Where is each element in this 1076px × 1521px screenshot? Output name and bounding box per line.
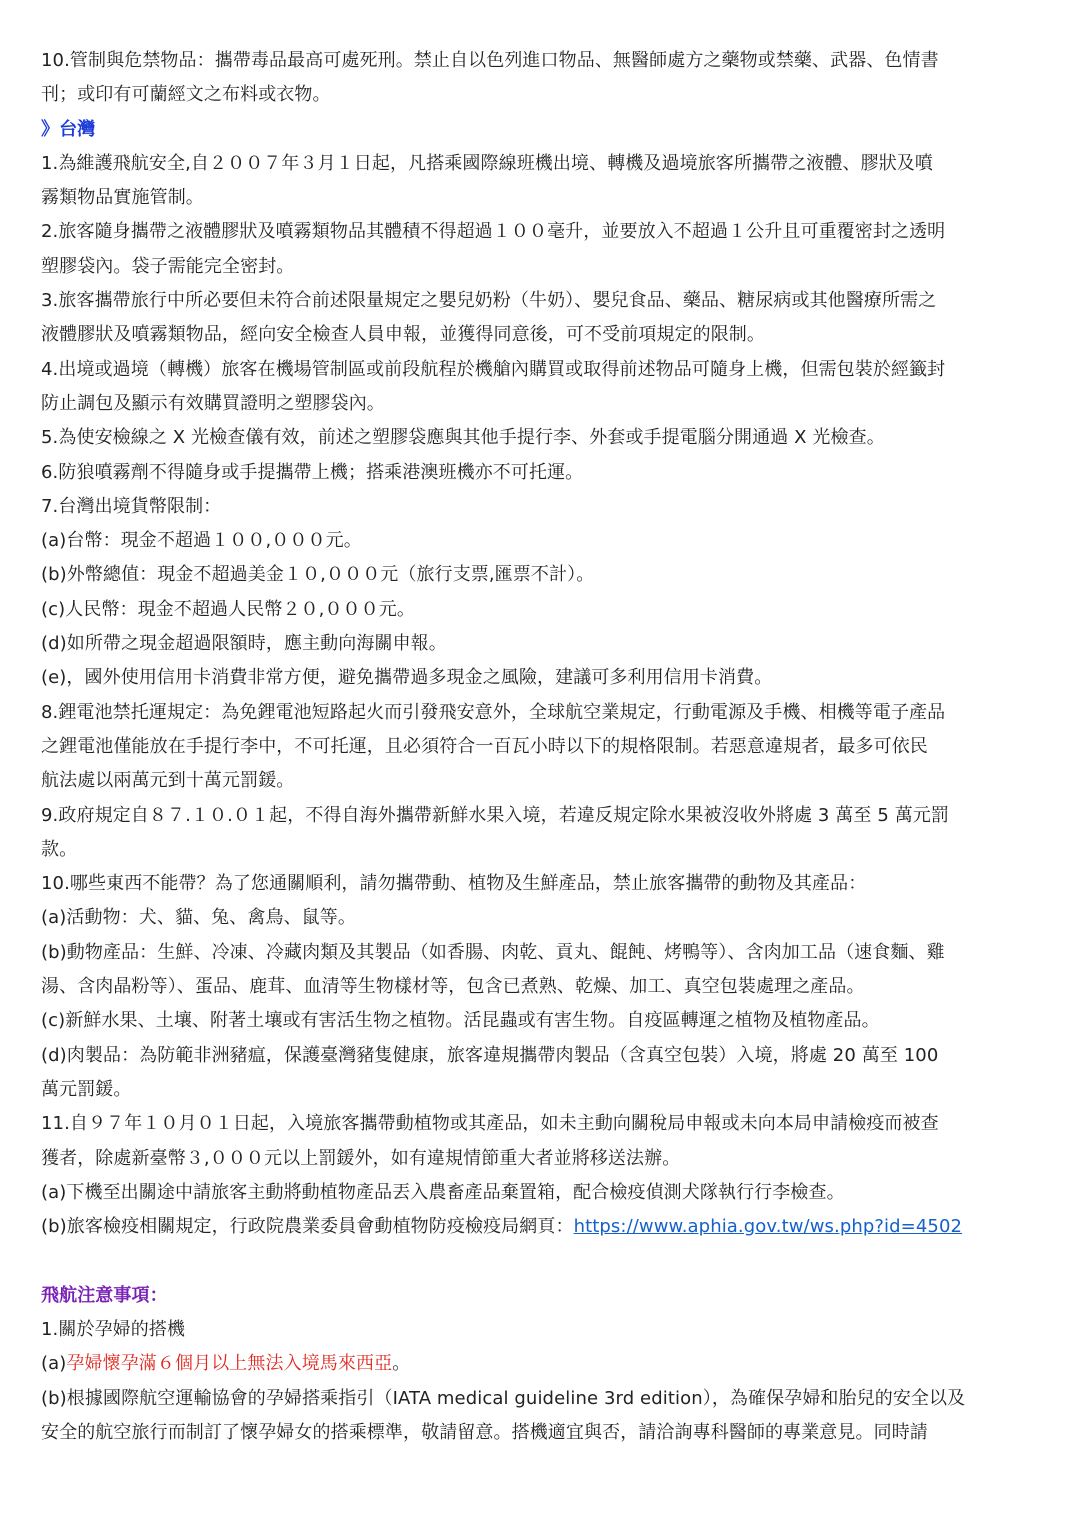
- paragraph-line: 液體膠狀及噴霧類物品，經向安全檢查人員申報，並獲得同意後，可不受前項規定的限制。: [41, 324, 765, 346]
- list-item: (b)動物產品：生鮮、冷凍、冷藏肉類及其製品（如香腸、肉乾、貢丸、餛飩、烤鴨等）、含肉加工品（速食麵、雞: [41, 941, 945, 963]
- paragraph-line: 7.台灣出境貨幣限制：: [41, 495, 222, 517]
- list-item: (d)肉製品：為防範非洲豬瘟，保護臺灣豬隻健康，旅客違規攜帶肉製品（含真空包裝）入境，將處 20 萬至 100: [41, 1044, 939, 1066]
- list-item: 萬元罰鍰。: [41, 1078, 132, 1100]
- list-item: (c)人民幣：現金不超過人民幣２０,０００元。: [41, 598, 415, 620]
- paragraph-line: 之鋰電池僅能放在手提行李中，不可托運，且必須符合一百瓦小時以下的規格限制。若惡意違規者，最多可依民: [41, 735, 928, 757]
- list-item: (c)新鮮水果、土壤、附著土壤或有害活生物之植物。活昆蟲或有害生物。自疫區轉運之植物及植物產品。: [41, 1010, 880, 1032]
- paragraph-line: 霧類物品實施管制。: [41, 187, 204, 209]
- blank-line: [41, 1244, 1036, 1278]
- list-marker: (a): [41, 1353, 67, 1375]
- list-item-with-link: [41, 1210, 1036, 1244]
- paragraph-line: 航法處以兩萬元到十萬元罰鍰。: [41, 770, 295, 792]
- list-suffix: 。: [392, 1353, 411, 1375]
- list-item: (a)台幣：現金不超過１００,０００元。: [41, 530, 362, 552]
- list-item: (a)活動物：犬、貓、兔、禽鳥、鼠等。: [41, 907, 356, 929]
- paragraph-line: 4.出境或過境（轉機）旅客在機場管制區或前段航程於機艙內購買或取得前述物品可隨身上機，但需包裝於經籤封: [41, 358, 946, 380]
- paragraph-line: 刊；或印有可蘭經文之布料或衣物。: [41, 84, 331, 106]
- link-prefix-text: (b)旅客檢疫相關規定，行政院農業委員會動植物防疫檢疫局網頁：: [41, 1216, 574, 1238]
- paragraph-line: 8.鋰電池禁托運規定：為免鋰電池短路起火而引發飛安意外，全球航空業規定，行動電源及手機、相機等電子產品: [41, 701, 946, 723]
- paragraph-line: 10.管制與危禁物品：攜帶毒品最高可處死刑。禁止自以色列進口物品、無醫師處方之藥物或禁藥、武器、色情書: [41, 50, 939, 71]
- list-item: (d)如所帶之現金超過限額時，應主動向海關申報。: [41, 633, 447, 655]
- list-item: 湯、含肉晶粉等）、蛋品、鹿茸、血清等生物樣材等，包含已煮熟、乾燥、加工、真空包裝處理之產品。: [41, 976, 865, 998]
- paragraph-line: 安全的航空旅行而制訂了懷孕婦女的搭乘標準，敬請留意。搭機適宜與否，請洽詢專科醫師的專業意見。同時請: [41, 1421, 928, 1443]
- section-heading-taiwan: 》台灣: [41, 118, 96, 140]
- paragraph-line: 防止調包及顯示有效購買證明之塑膠袋內。: [41, 392, 385, 414]
- list-item: (e)，國外使用信用卡消費非常方便，避免攜帶過多現金之風險，建議可多利用信用卡消費。: [41, 667, 773, 689]
- section-heading-flight-notes: 飛航注意事項：: [41, 1284, 168, 1306]
- list-item: (a)下機至出關途中請旅客主動將動植物產品丟入農畜產品棄置箱，配合檢疫偵測犬隊執行行李檢查。: [41, 1181, 845, 1203]
- paragraph-line: 9.政府規定自８７.１０.０１起，不得自海外攜帶新鮮水果入境，若違反規定除水果被沒收外將處 3 萬至 5 萬元罰: [41, 804, 950, 826]
- aphia-website-link[interactable]: https://www.aphia.gov.tw/ws.php?id=4502: [573, 1216, 963, 1238]
- paragraph-line: 款。: [41, 838, 78, 860]
- paragraph-line: 3.旅客攜帶旅行中所必要但未符合前述限量規定之嬰兒奶粉（牛奶）、嬰兒食品、藥品、糖尿病或其他醫療所需之: [41, 290, 937, 312]
- paragraph-line: 10.哪些東西不能帶？為了您通關順利，請勿攜帶動、植物及生鮮產品，禁止旅客攜帶的動物及其產品：: [41, 873, 867, 895]
- paragraph-line: 塑膠袋內。袋子需能完全密封。: [41, 255, 295, 277]
- paragraph-line: 11.自９７年１０月０１日起，入境旅客攜帶動植物或其產品，如未主動向關稅局申報或未向本局申請檢疫而被查: [41, 1113, 939, 1135]
- paragraph-line: 5.為使安檢線之 X 光檢查儀有效，前述之塑膠袋應與其他手提行李、外套或手提電腦分開通過 X 光檢查。: [41, 427, 885, 449]
- pregnancy-warning-text: 孕婦懷孕滿６個月以上無法入境馬來西亞: [66, 1353, 393, 1375]
- list-item: (b)根據國際航空運輸協會的孕婦搭乘指引（IATA medical guideline 3rd edition），為確保孕婦和胎兒的安全以及: [41, 1387, 966, 1409]
- paragraph-line: 獲者，除處新臺幣３,０００元以上罰鍰外，如有違規情節重大者並將移送法辦。: [41, 1147, 681, 1169]
- paragraph-line: 2.旅客隨身攜帶之液體膠狀及噴霧類物品其體積不得超過１００毫升，並要放入不超過１公升且可重覆密封之透明: [41, 221, 946, 243]
- list-item: (b)外幣總值：現金不超過美金１０,０００元（旅行支票,匯票不計）。: [41, 564, 595, 586]
- paragraph-line: 1.關於孕婦的搭機: [41, 1318, 186, 1340]
- paragraph-line: 6.防狼噴霧劑不得隨身或手提攜帶上機；搭乘港澳班機亦不可托運。: [41, 461, 584, 483]
- list-item: [41, 1347, 1036, 1381]
- paragraph-line: 1.為維護飛航安全,自２００７年３月１日起，凡搭乘國際線班機出境、轉機及過境旅客所攜帶之液體、膠狀及噴: [41, 152, 933, 174]
